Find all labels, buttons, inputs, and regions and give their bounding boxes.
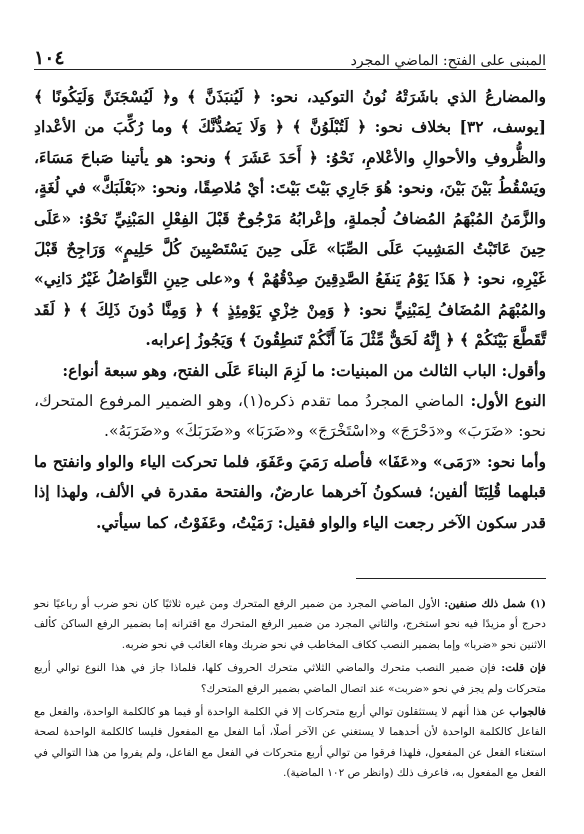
main-text xyxy=(34,82,546,538)
footnote-question xyxy=(34,658,546,699)
footnote-answer xyxy=(34,702,546,784)
paragraph-4: وأما نحو: «رَمَى» و«عَفَا» فأصله رَمَيَ وعَفَوَ، فلما تحركت الياء والواو وانفتح ما قبلهما قُلِبَتَا ألفين؛ فسكونُ آخرهما عارضٌ، والفتحة مقدرة في الألف، ولهذا إذا قدر سكون الآخر رجعت الياء والواو فقيل: رَمَيْتُ، وعَفَوْتُ، كما سيأتي. xyxy=(34,451,546,532)
header-rule xyxy=(34,69,546,70)
paragraph-1: والمضارعُ الذي باشَرَتْهُ نُونُ التوكيد، نحو: ﴿ لَيُنبَذَنَّ ﴾ و﴿ لَيُسْجَنَنَّ وَلَيَكُونًا ﴾ [يوسف، ٣٢] بخلاف نحو: ﴿ لَتُبْلَوُنَّ ﴾ ﴿ وَلَا يَصُدُّنَّكَ ﴾ وما رُكِّبَ من الأعْدادِ والظُّروفِ والأحوالِ والأعْلامِ، نَحْوُ: ﴿ أَحَدَ عَشَرَ ﴾ ونحو: هو يأتينا صَباحَ مَسَاءَ، ويَسْقُطُ بَيْنَ بَيْنَ، ونحو: هُوَ جَارِي بَيْتَ بَيْتَ: أيْ مُلاصِقًا، ونحو: «بَعْلَبَكَّ» في لُغَةٍ، والزَّمَنُ المُبْهَمُ المُضافُ لُجملةٍ، وإعْرابُهُ مَرْجُوحٌ قَبْلَ الفِعْلِ المَبْنِيِّ نَحْوُ: «عَلَى حِينَ عَاتَبْتُ المَشِيبَ عَلَى الصِّبَا» عَلَى حِينَ يَسْتَصْبِينَ كُلَّ حَلِيمٍ» وَرَاجِحٌ قَبْلَ غَيْرِهِ، نحو: ﴿ هَذَا يَوْمُ يَنفَعُ الصَّدِقِينَ صِدْقُهُمْ ﴾ و«على حِينِ التَّوَاصُلُ غَيْرُ دَانِي» والمُبْهَمُ المُضَافُ لِمَبْنِيٍّ نحو: ﴿ وَمِنْ خِزْيِ يَوْمِئِذٍ ﴾ ﴿ وَمِنَّا دُونَ ذَلِكَ ﴾ ﴿ لَقَد تَّقَطَّعَ بَيْنَكُمْ ﴾ ﴿ إِنَّهُ لَحَقٌّ مِّثْلَ مَآ أَنَّكُمْ تَنطِقُونَ ﴾ وَيَجُوزُ إعرابه. xyxy=(34,87,547,350)
footnote-1 xyxy=(34,594,546,655)
page-header xyxy=(34,44,546,68)
type-one-text: الماضي المجردُ مما تقدم ذكره(١)، وهو الضمير المرفوع المتحرك، نحو: «ضَرَبَ» و«دَحْرَجَ» و«اسْتَخْرَجَ» و«ضَرَبَا» و«ضَرَبَكَ» و«ضَرَبَهُ». xyxy=(34,392,546,441)
footnote-question-label: فإن قلت: xyxy=(501,662,546,675)
footnote-question-text: فإن ضمير النصب متحرك والماضي الثلاثي متحرك الحروف كلها، فلماذا جاز في هذا النوع توالي أربع متحركات ولم يجز في نحو «ضربت» عند اتصال الماضي بضمير الرفع المتحرك؟ xyxy=(34,662,546,695)
running-title: المبنى على الفتح: الماضي المجرد xyxy=(350,53,546,69)
footnotes xyxy=(34,594,546,787)
paragraph-3 xyxy=(34,386,546,447)
footnote-1-text: الأول الماضي المجرد من ضمير الرفع المتحرك ومن غيره ثلاثيًا كان نحو ضرب أو رباعيًا نحو دحرج أو مزيدًا فيه نحو استخرج، والثاني المجرد من ضمير الرفع المتحرك مع اقترانه إما بضمير الرفع الساكن كألف الاثنين نحو «ضربا» وإما بضمير النصب ككاف المخاطب في نحو ضربك وهاء الغائب في نحو ضربه. xyxy=(34,598,546,651)
footnote-answer-label: فالجواب xyxy=(509,706,546,719)
type-one-lead: النوع الأول: xyxy=(463,391,546,411)
footnote-1-label: (١) شمل ذلك صنفين: xyxy=(444,598,547,610)
footnote-separator xyxy=(356,578,546,579)
footnote-answer-text: عن هذا أنهم لا يستثقلون توالي أربع متحركات إلا في الكلمة الواحدة أو فيما هو كالكلمة الواحدة، والفعل مع الفاعل كالكلمة الواحدة لأن أحدهما لا يستغني عن الآخر أصلًا، أما الفعل مع المفعول فليسا كالكلمة الواحدة لصحة استغناء الفعل عن المفعول، فلهذا فرقوا من توالي أربع متحركات في الفعل مع الفاعل، ولم يفروا من هذا التوالي في الفعل مع المفعول به، فاعرف ذلك (وانظر ص ١٠٢ الماضية). xyxy=(34,706,546,780)
paragraph-2: وأقول: الباب الثالث من المبنيات: ما لَزِمَ البناءَ عَلَى الفتح، وهو سبعة أنواع: xyxy=(62,360,546,380)
page-number: ١٠٤ xyxy=(34,47,65,69)
